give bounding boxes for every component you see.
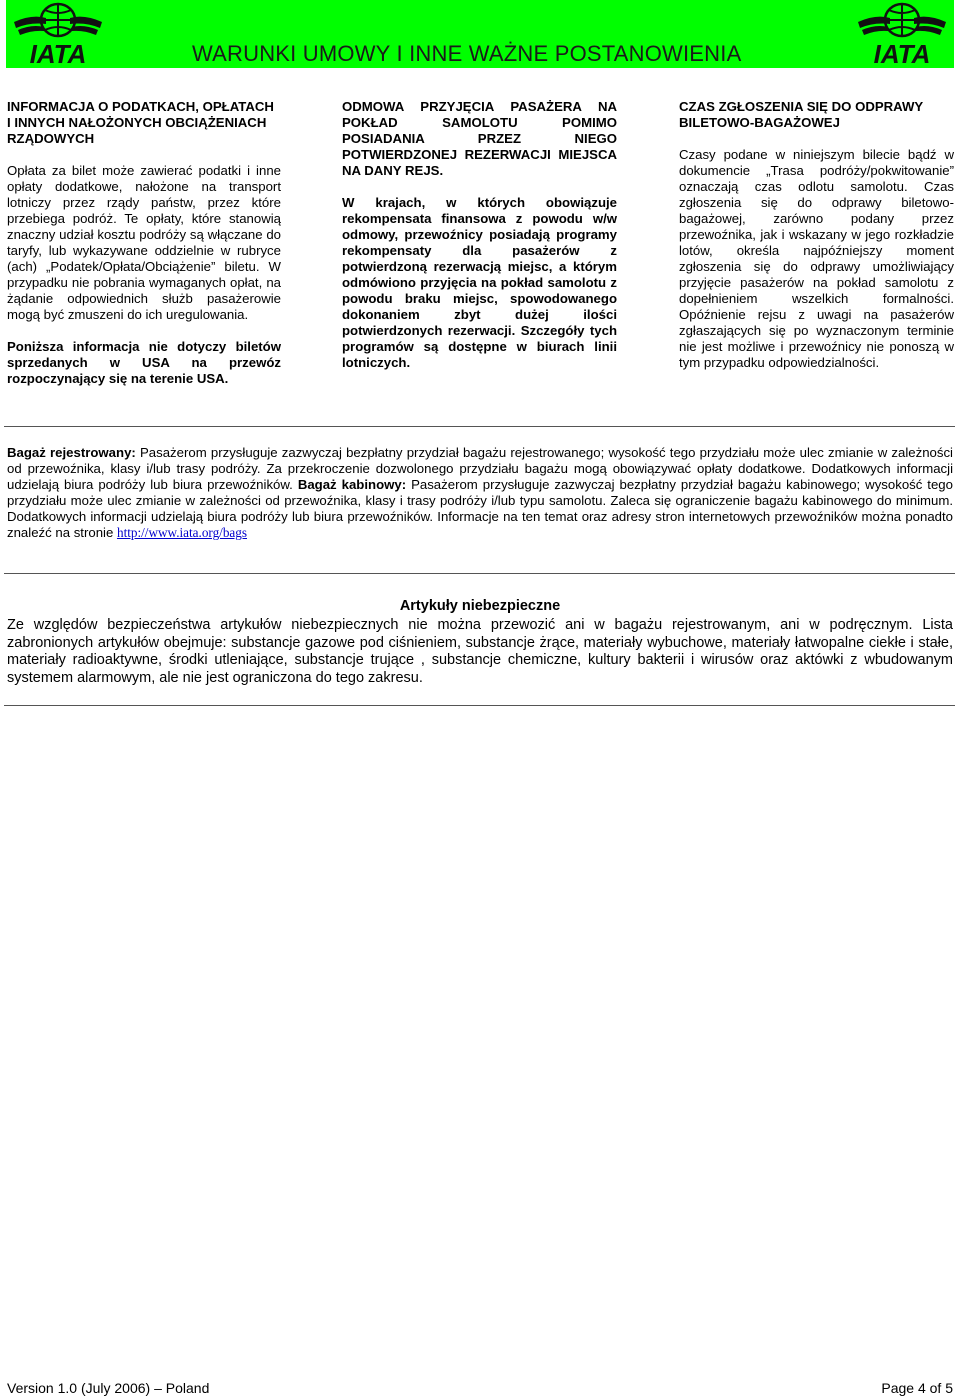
cabin-baggage-text: Pasażerom przysługuje zazwyczaj bezpłatny przydział bagażu kabinowego; wysokość tego przydziału może ulec zmianie w zależności od przewoźnika, klasy i trasy podróży i/lub typu samolotu. Zaleca się ograniczenie bagażu kabinowego do minimum. Dodatkowych informacji udzielają biura podróży lub biura przewoźników. Informacje na ten temat oraz adresy stron internetowych przewoźników można ponadto znaleźć na stronie [7,477,953,540]
checked-baggage-label: Bagaż rejestrowany: [7,445,136,460]
divider [4,573,955,574]
iata-globe-icon [12,2,104,66]
iata-globe-icon [856,2,948,66]
baggage-section [7,445,953,541]
check-in-time-body: Czasy podane w niniejszym bilecie bądź w dokumencie „Trasa podróży/pokwitowanie” oznaczają czas odlotu samolotu. Czas zgłoszenia się do odprawy biletowo-bagażowej, zarówno podany przez przewoźnika, jak i wskazany w jego rozkładzie lotów, określa najpóźniejszy moment zgłoszenia się do odprawy umożliwiający przyjęcie pasażerów na pokład samolotu z dopełnieniem wszelkich formalności. Opóźnienie rejsu z uwagi na pasażerów zgłaszających się po wyznaczonym terminie nie jest możliwe i przewoźnicy nie ponoszą w tym przypadku odpowiedzialności. [679,147,954,370]
footer-page-number: Page 4 of 5 [881,1380,953,1396]
svg-text:IATA: IATA [873,39,931,66]
dangerous-goods-body: Ze względów bezpieczeństwa artykułów niebezpiecznych nie można przewozić ani w bagażu rejestrowanym, ani w podręcznym. Lista zabronionych artykułów obejmuje: substancje gazowe pod ciśnieniem, substancje żrące, materiały wybuchowe, materiały łatwopalne ciekłe i stałe, materiały radioaktywne, środki utleniające, substancje trujące , substancje chemiczne, kultury bakterii i wirusów oraz aktówki z wbudowanym systemem alarmowym, ale nie jest ograniczona do tego zakresu. [7,617,953,686]
iata-logo [12,2,104,66]
check-in-time-heading: CZAS ZGŁOSZENIA SIĘ DO ODPRAWY BILETOWO-BAGAŻOWEJ [679,99,923,130]
baggage-text [7,445,953,541]
header-banner [6,0,954,68]
svg-text:IATA: IATA [29,39,87,66]
checked-baggage-text: Pasażerom przysługuje zazwyczaj bezpłatny przydział bagażu rejestrowanego; wysokość tego przydziału może ulec zmianie w zależności od przewoźnika, klasy i/lub trasy podróży. Za przekroczenie dozwolonego przydziału bagażu mogą obowiązywać opłaty dodatkowe. Dodatkowych informacji udzielają biura podróży lub biura przewoźników. [7,445,953,492]
dangerous-goods-title: Artykuły niebezpieczne [399,598,561,614]
check-in-time-column [679,99,954,371]
tax-info-body: Opłata za bilet może zawierać podatki i inne opłaty dodatkowe, nałożone na transport lotniczy przez rządy państw, przez które przebiega podróż. Te opłaty, które stanowią znaczny udział kosztu podróży są włączane do taryfy, lub wykazywane oddzielnie w rubryce (ach) „Podatek/Opłata/Obciążenie” biletu. W przypadku nie pobrania wymaganych opłat, na żądanie odpowiednich służb pasażerowie mogą być zmuszeni do ich uregulowania. [7,163,281,322]
tax-info-usa-note: Poniższa informacja nie dotyczy biletów sprzedanych w USA na przewóz rozpoczynający się na terenie USA. [7,339,281,386]
denied-boarding-heading: ODMOWA PRZYJĘCIA PASAŻERA NA POKŁAD SAMOLOTU POMIMO POSIADANIA PRZEZ NIEGO POTWIERDZONEJ REZERWACJI MIEJSCA NA DANY REJS. [342,99,617,178]
iata-bags-link[interactable]: http://www.iata.org/bags [116,525,247,540]
cabin-baggage-label: Bagaż kabinowy: [297,477,407,492]
divider [4,705,955,706]
denied-boarding-column [342,99,617,371]
tax-info-heading: INFORMACJA O PODATKACH, OPŁATACH I INNYCH NAŁOŻONYCH OBCIĄŻENIACH RZĄDOWYCH [7,99,274,146]
divider [4,426,955,427]
page-header-title: WARUNKI UMOWY I INNE WAŻNE POSTANOWIENIA [192,41,742,66]
tax-info-column [7,99,281,387]
denied-boarding-body: W krajach, w których obowiązuje rekompensata finansowa z powodu w/w odmowy, przewoźnicy posiadają programy rekompensaty dla pasażerów z potwierdzoną rezerwacją miejsc, a którym odmówiono przyjęcia na pokład samolotu z powodu braku miejsc, spowodowanego dokonaniem zbyt dużej ilości potwierdzonych rezerwacji. Szczegóły tych programów są dostępne w biurach linii lotniczych. [342,195,617,370]
iata-logo [856,2,948,66]
footer-version: Version 1.0 (July 2006) – Poland [7,1380,210,1396]
